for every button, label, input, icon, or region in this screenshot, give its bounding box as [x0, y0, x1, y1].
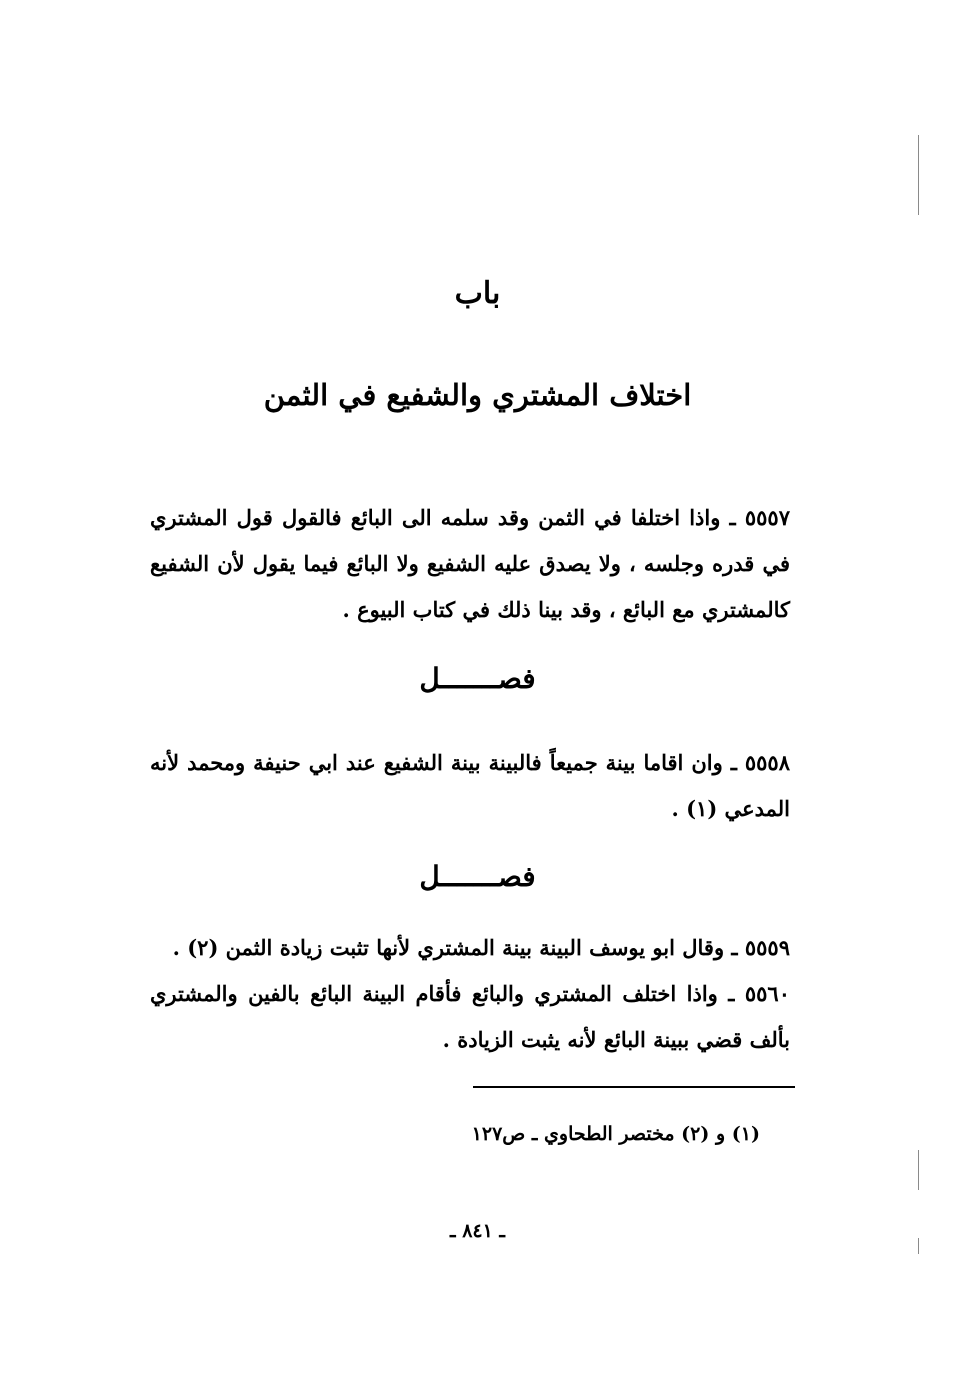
scan-edge-mark — [918, 1150, 919, 1190]
footnote-divider — [473, 1086, 795, 1088]
scan-edge-mark — [918, 1238, 919, 1254]
chapter-title: اختلاف المشتري والشفيع في الثمن — [263, 378, 692, 412]
paragraph-5560: ٥٥٦٠ ـ واذا اختلف المشتري والبائع فأقام البينة البائع بالفين والمشتري بألف قضي ببينة البائع لأنه يثبت الزيادة . — [150, 981, 790, 1052]
paragraph-5557: ٥٥٥٧ ـ واذا اختلفا في الثمن وقد سلمه الى البائع فالقول قول المشتري في قدره وجلسه ، ولا يصدق عليه الشفيع ولا البائع فيما يقول لأن الشفيع كالمشتري مع البائع ، وقد بينا ذلك في كتاب البيوع . — [150, 505, 790, 622]
paragraph-5558: ٥٥٥٨ ـ وان اقاما بينة جميعاً فالبينة بينة الشفيع عند ابي حنيفة ومحمد لأنه المدعي (١) . — [150, 750, 790, 821]
page-number: ـ ٨٤١ ـ — [450, 1220, 505, 1242]
paragraph-5559: ٥٥٥٩ ـ وقال ابو يوسف البينة بينة المشتري لأنها تثبت زيادة الثمن (٢) . — [172, 935, 790, 960]
section-break-fasl: فصـــــــل — [419, 860, 536, 893]
chapter-label: باب — [454, 276, 501, 311]
section-break-fasl: فصـــــــل — [419, 662, 536, 695]
footnote: (١) و (٢) مختصر الطحاوي ـ ص١٢٧ — [471, 1123, 760, 1145]
scan-edge-mark — [918, 135, 919, 215]
